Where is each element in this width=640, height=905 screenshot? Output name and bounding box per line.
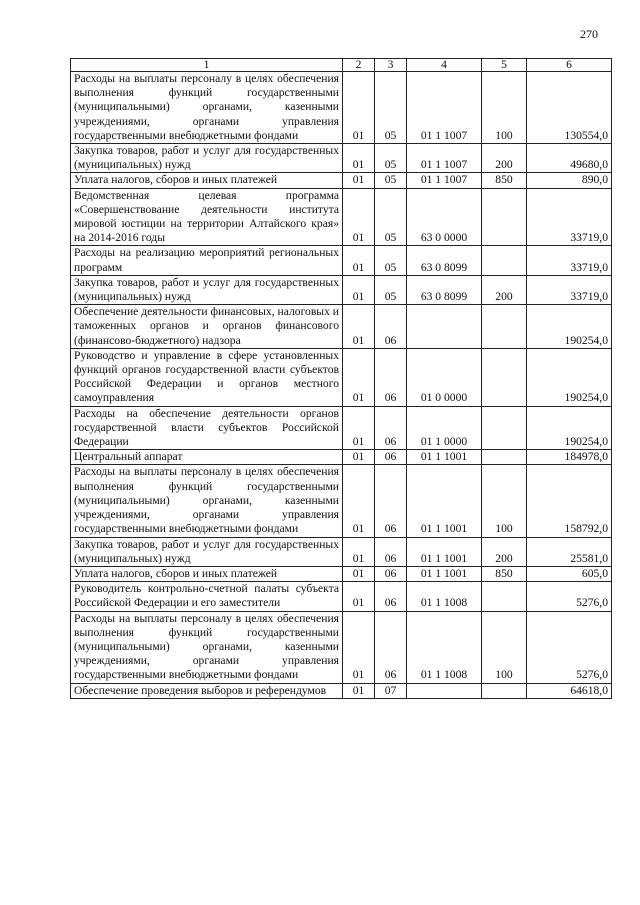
section-code-cell: 01 xyxy=(343,582,375,611)
target-item-code-cell: 01 1 1007 xyxy=(407,144,482,173)
expense-type-code-cell xyxy=(482,450,527,465)
target-item-code-cell: 01 1 1001 xyxy=(407,537,482,566)
subsection-code-cell: 07 xyxy=(375,683,407,698)
subsection-code-cell: 06 xyxy=(375,582,407,611)
expense-type-code-cell: 100 xyxy=(482,465,527,537)
amount-cell: 5276,0 xyxy=(527,582,612,611)
table-row xyxy=(71,537,612,566)
section-code-cell: 01 xyxy=(343,406,375,450)
subsection-code-cell: 05 xyxy=(375,188,407,246)
expense-type-code-cell xyxy=(482,406,527,450)
amount-cell: 190254,0 xyxy=(527,348,612,406)
section-code-cell: 01 xyxy=(343,348,375,406)
amount-cell: 33719,0 xyxy=(527,246,612,275)
amount-cell: 49680,0 xyxy=(527,144,612,173)
column-header-5: 5 xyxy=(482,59,527,72)
expense-type-code-cell: 100 xyxy=(482,611,527,683)
target-item-code-cell xyxy=(407,683,482,698)
section-code-cell: 01 xyxy=(343,465,375,537)
column-header-1: 1 xyxy=(71,59,343,72)
section-code-cell: 01 xyxy=(343,611,375,683)
section-code-cell: 01 xyxy=(343,275,375,304)
header-row xyxy=(71,59,612,72)
amount-cell: 5276,0 xyxy=(527,611,612,683)
table-row xyxy=(71,144,612,173)
section-code-cell: 01 xyxy=(343,246,375,275)
expense-type-code-cell xyxy=(482,305,527,349)
expense-name-cell: Обеспечение проведения выборов и референдумов xyxy=(71,683,343,698)
target-item-code-cell: 01 1 0000 xyxy=(407,406,482,450)
section-code-cell: 01 xyxy=(343,144,375,173)
expense-name-cell: Расходы на обеспечение деятельности органов государственной власти субъектов Российской Федерации xyxy=(71,406,343,450)
column-header-4: 4 xyxy=(407,59,482,72)
table-row xyxy=(71,275,612,304)
subsection-code-cell: 06 xyxy=(375,450,407,465)
table-row xyxy=(71,465,612,537)
subsection-code-cell: 05 xyxy=(375,275,407,304)
amount-cell: 158792,0 xyxy=(527,465,612,537)
expense-type-code-cell: 200 xyxy=(482,537,527,566)
subsection-code-cell: 05 xyxy=(375,144,407,173)
amount-cell: 190254,0 xyxy=(527,406,612,450)
expense-name-cell: Расходы на выплаты персоналу в целях обеспечения выполнения функций государственными (муниципальными) органами, казенными учреждениями, органами управления государственными внебюджетными фондами xyxy=(71,72,343,144)
expense-type-code-cell xyxy=(482,683,527,698)
expense-name-cell: Руководство и управление в сфере установленных функций органов государственной власти субъектов Российской Федерации и органов местного самоуправления xyxy=(71,348,343,406)
target-item-code-cell: 01 1 1007 xyxy=(407,173,482,188)
amount-cell: 190254,0 xyxy=(527,305,612,349)
expense-name-cell: Закупка товаров, работ и услуг для государственных (муниципальных) нужд xyxy=(71,537,343,566)
expense-type-code-cell xyxy=(482,582,527,611)
section-code-cell: 01 xyxy=(343,537,375,566)
expense-name-cell: Закупка товаров, работ и услуг для государственных (муниципальных) нужд xyxy=(71,144,343,173)
expense-name-cell: Расходы на выплаты персоналу в целях обеспечения выполнения функций государственными (муниципальными) органами, казенными учреждениями, органами управления государственными внебюджетными фондами xyxy=(71,611,343,683)
target-item-code-cell: 63 0 0000 xyxy=(407,188,482,246)
target-item-code-cell: 01 0 0000 xyxy=(407,348,482,406)
table-row xyxy=(71,450,612,465)
amount-cell: 64618,0 xyxy=(527,683,612,698)
budget-table xyxy=(70,58,612,699)
column-header-6: 6 xyxy=(527,59,612,72)
target-item-code-cell xyxy=(407,305,482,349)
table-body xyxy=(71,72,612,699)
target-item-code-cell: 01 1 1007 xyxy=(407,72,482,144)
table-row xyxy=(71,683,612,698)
subsection-code-cell: 06 xyxy=(375,305,407,349)
subsection-code-cell: 06 xyxy=(375,537,407,566)
page-number: 270 xyxy=(580,27,598,41)
expense-name-cell: Уплата налогов, сборов и иных платежей xyxy=(71,173,343,188)
amount-cell: 605,0 xyxy=(527,566,612,581)
expense-type-code-cell: 100 xyxy=(482,72,527,144)
expense-name-cell: Закупка товаров, работ и услуг для государственных (муниципальных) нужд xyxy=(71,275,343,304)
table-row xyxy=(71,566,612,581)
expense-name-cell: Обеспечение деятельности финансовых, налоговых и таможенных органов и органов финансового (финансово-бюджетного) надзора xyxy=(71,305,343,349)
section-code-cell: 01 xyxy=(343,72,375,144)
expense-type-code-cell xyxy=(482,348,527,406)
expense-name-cell: Уплата налогов, сборов и иных платежей xyxy=(71,566,343,581)
table-row xyxy=(71,173,612,188)
target-item-code-cell: 01 1 1001 xyxy=(407,566,482,581)
table-row xyxy=(71,348,612,406)
table-row xyxy=(71,246,612,275)
target-item-code-cell: 63 0 8099 xyxy=(407,246,482,275)
section-code-cell: 01 xyxy=(343,173,375,188)
subsection-code-cell: 06 xyxy=(375,406,407,450)
table-row xyxy=(71,305,612,349)
expense-type-code-cell: 850 xyxy=(482,566,527,581)
expense-type-code-cell: 200 xyxy=(482,144,527,173)
expense-name-cell: Расходы на выплаты персоналу в целях обеспечения выполнения функций государственными (муниципальными) органами, казенными учреждениями, органами управления государственными внебюджетными фондами xyxy=(71,465,343,537)
section-code-cell: 01 xyxy=(343,450,375,465)
table-row xyxy=(71,406,612,450)
table-row xyxy=(71,188,612,246)
section-code-cell: 01 xyxy=(343,188,375,246)
expense-type-code-cell xyxy=(482,246,527,275)
amount-cell: 25581,0 xyxy=(527,537,612,566)
subsection-code-cell: 06 xyxy=(375,611,407,683)
expense-name-cell: Ведомственная целевая программа «Совершенствование деятельности института мировой юстиции на территории Алтайского края» на 2014-2016 годы xyxy=(71,188,343,246)
target-item-code-cell: 63 0 8099 xyxy=(407,275,482,304)
subsection-code-cell: 05 xyxy=(375,72,407,144)
amount-cell: 130554,0 xyxy=(527,72,612,144)
amount-cell: 33719,0 xyxy=(527,188,612,246)
expense-type-code-cell: 200 xyxy=(482,275,527,304)
column-header-2: 2 xyxy=(343,59,375,72)
section-code-cell: 01 xyxy=(343,683,375,698)
target-item-code-cell: 01 1 1001 xyxy=(407,465,482,537)
subsection-code-cell: 05 xyxy=(375,246,407,275)
table-row xyxy=(71,611,612,683)
subsection-code-cell: 06 xyxy=(375,566,407,581)
section-code-cell: 01 xyxy=(343,305,375,349)
target-item-code-cell: 01 1 1008 xyxy=(407,611,482,683)
section-code-cell: 01 xyxy=(343,566,375,581)
column-header-3: 3 xyxy=(375,59,407,72)
amount-cell: 890,0 xyxy=(527,173,612,188)
expense-type-code-cell: 850 xyxy=(482,173,527,188)
target-item-code-cell: 01 1 1001 xyxy=(407,450,482,465)
subsection-code-cell: 06 xyxy=(375,348,407,406)
subsection-code-cell: 06 xyxy=(375,465,407,537)
expense-type-code-cell xyxy=(482,188,527,246)
table-row xyxy=(71,582,612,611)
target-item-code-cell: 01 1 1008 xyxy=(407,582,482,611)
expense-name-cell: Расходы на реализацию мероприятий региональных программ xyxy=(71,246,343,275)
subsection-code-cell: 05 xyxy=(375,173,407,188)
table-row xyxy=(71,72,612,144)
amount-cell: 33719,0 xyxy=(527,275,612,304)
amount-cell: 184978,0 xyxy=(527,450,612,465)
expense-name-cell: Руководитель контрольно-счетной палаты субъекта Российской Федерации и его заместители xyxy=(71,582,343,611)
expense-name-cell: Центральный аппарат xyxy=(71,450,343,465)
